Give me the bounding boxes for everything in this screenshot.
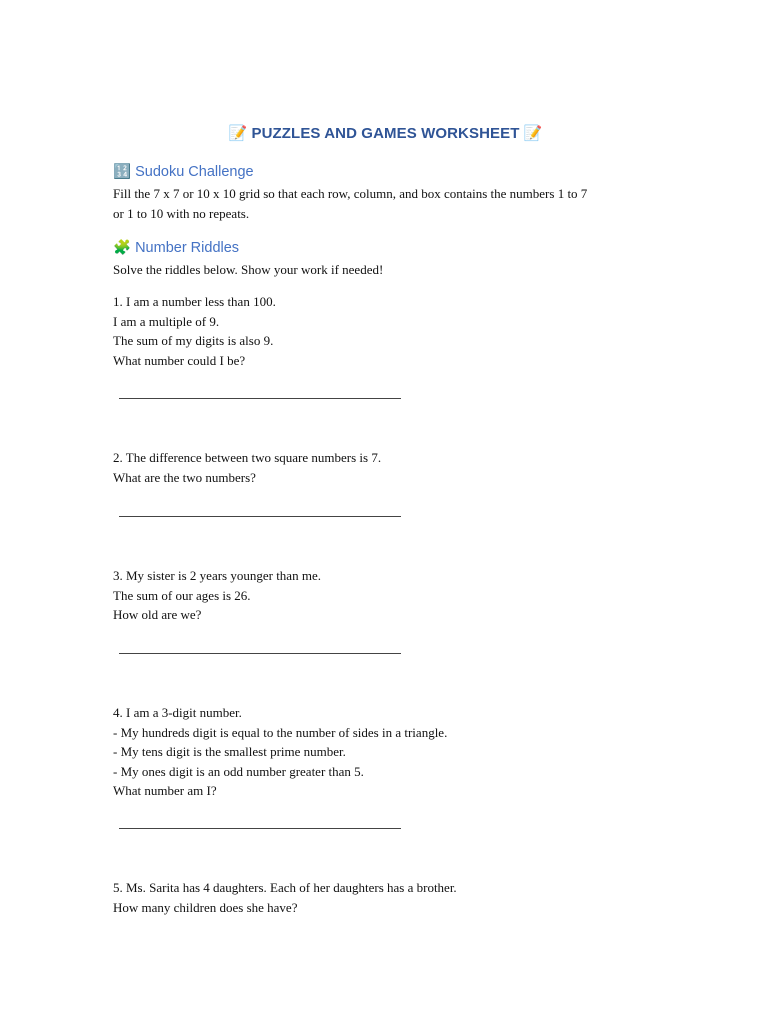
riddle-line: - My hundreds digit is equal to the number of sides in a triangle. — [113, 724, 448, 740]
riddles-intro-line: Solve the riddles below. Show your work if needed! — [113, 262, 384, 277]
sudoku-instructions-line: Fill the 7 x 7 or 10 x 10 grid so that each row, column, and box contains the numbers 1 to 7 — [113, 186, 588, 201]
riddle-1 — [113, 292, 658, 370]
riddle-line: How old are we? — [113, 607, 202, 622]
answer-line-2[interactable] — [119, 516, 401, 517]
riddle-line: What number could I be? — [113, 352, 246, 368]
riddles-intro — [113, 260, 658, 280]
riddle-line: 1. I am a number less than 100. — [113, 294, 276, 309]
answer-line-1[interactable] — [119, 398, 401, 399]
riddle-line: 2. The difference between two square numbers is 7. — [113, 450, 382, 465]
riddle-2 — [113, 448, 658, 487]
riddle-line: The sum of our ages is 26. — [113, 587, 251, 603]
sudoku-heading: 🔢 Sudoku Challenge — [113, 164, 254, 180]
riddle-line: 5. Ms. Sarita has 4 daughters. Each of her daughters has a brother. — [113, 880, 457, 895]
sudoku-instructions-line: or 1 to 10 with no repeats. — [113, 205, 250, 221]
riddle-line: How many children does she have? — [113, 899, 298, 915]
answer-line-3[interactable] — [119, 653, 401, 654]
riddle-5 — [113, 878, 658, 917]
riddle-line: 3. My sister is 2 years younger than me. — [113, 568, 321, 583]
riddle-3 — [113, 566, 658, 625]
riddle-line: 4. I am a 3-digit number. — [113, 705, 242, 720]
riddle-line: - My ones digit is an odd number greater than 5. — [113, 763, 364, 779]
worksheet-title: 📝 PUZZLES AND GAMES WORKSHEET 📝 — [228, 125, 543, 142]
answer-line-4[interactable] — [119, 828, 401, 829]
riddle-line: The sum of my digits is also 9. — [113, 333, 274, 348]
riddle-line: I am a multiple of 9. — [113, 313, 220, 329]
riddles-heading: 🧩 Number Riddles — [113, 240, 240, 256]
riddle-line: What number am I? — [113, 783, 217, 798]
riddle-4 — [113, 703, 658, 801]
riddle-line: - My tens digit is the smallest prime number. — [113, 744, 346, 759]
riddle-line: What are the two numbers? — [113, 469, 256, 485]
sudoku-instructions — [113, 184, 658, 223]
